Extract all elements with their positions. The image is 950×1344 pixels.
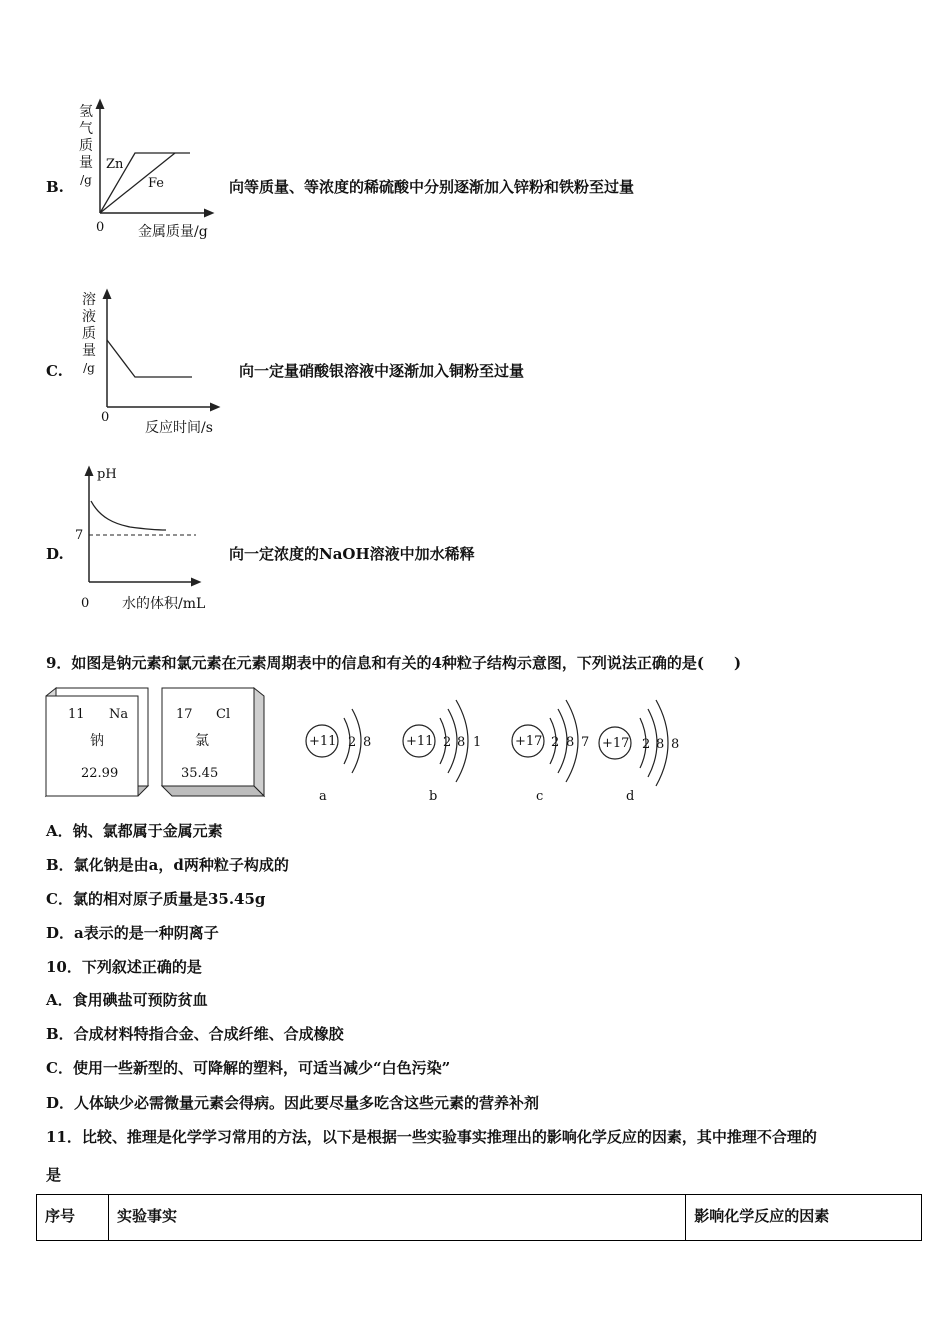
card-cl-name: 氯 <box>195 733 209 749</box>
q11-stem-line2: 是 <box>46 1166 62 1184</box>
particle-a-shell-1: 2 <box>348 735 357 750</box>
option-d-letter: D. <box>46 545 64 563</box>
chart-b-y-label: 氢 气 质 量 /g <box>79 104 93 187</box>
particle-c-nucleus: +17 <box>515 734 543 749</box>
q9-option-b: B．氯化钠是由a，d两种粒子构成的 <box>46 856 289 874</box>
option-b-text: 向等质量、等浓度的稀硫酸中分别逐渐加入锌粉和铁粉至过量 <box>229 178 635 196</box>
particle-c-label: c <box>536 789 544 804</box>
particle-c-shell-2: 8 <box>566 735 575 750</box>
q10-option-b: B．合成材料特指合金、合成纤维、合成橡胶 <box>46 1025 344 1043</box>
chart-d-y-label: pH <box>97 467 117 482</box>
q10-option-c: C．使用一些新型的、可降解的塑料，可适当减少“白色污染” <box>46 1059 451 1077</box>
card-cl-number: 17 <box>176 707 193 722</box>
chart-d-x-label: 水的体积/mL <box>122 596 206 612</box>
chart-c-x-label: 反应时间/s <box>145 420 213 436</box>
particle-a-label: a <box>319 789 327 804</box>
chart-b-zn-label: Zn <box>106 157 124 172</box>
particle-d-label: d <box>626 789 635 804</box>
chart-b-x-label: 金属质量/g <box>138 224 208 240</box>
chart-c-origin: 0 <box>101 410 110 425</box>
particle-c-shell-3: 7 <box>581 735 590 750</box>
card-na-number: 11 <box>68 707 85 722</box>
card-cl-symbol: Cl <box>216 707 231 722</box>
card-na-mass: 22.99 <box>81 766 119 781</box>
q9-option-d: D．a表示的是一种阴离子 <box>46 924 219 942</box>
particle-c-shell-1: 2 <box>551 735 560 750</box>
particle-b-shell-2: 8 <box>457 735 466 750</box>
card-na-name: 钠 <box>90 733 104 749</box>
particle-d-shell-3: 8 <box>671 737 680 752</box>
q11-table <box>36 1194 922 1241</box>
table-header-row <box>37 1195 922 1241</box>
option-c-letter: C. <box>46 362 63 380</box>
q11-stem-line1: 11．比较、推理是化学学习常用的方法，以下是根据一些实验事实推理出的影响化学反应的因素，其中推理不合理的 <box>46 1128 817 1146</box>
particle-b-label: b <box>429 789 438 804</box>
q10-stem: 10．下列叙述正确的是 <box>46 958 202 976</box>
chart-c-y-label: 溶 液 质 量 /g <box>82 292 96 375</box>
particle-d-shell-1: 2 <box>642 737 651 752</box>
particle-a-nucleus: +11 <box>309 734 337 749</box>
chart-d-origin: 0 <box>81 596 90 611</box>
particle-b-shell-1: 2 <box>443 735 452 750</box>
table-header-cell: 实验事实 <box>108 1195 685 1241</box>
option-d-text: 向一定浓度的NaOH溶液中加水稀释 <box>229 545 475 563</box>
particle-d-nucleus: +17 <box>602 736 630 751</box>
particle-b-nucleus: +11 <box>406 734 434 749</box>
table-header-cell: 影响化学反应的因素 <box>686 1195 922 1241</box>
particle-d-shell-2: 8 <box>656 737 665 752</box>
option-b-letter: B. <box>46 178 64 196</box>
chart-d-y-tick: 7 <box>75 528 84 543</box>
chart-b-fe-label: Fe <box>148 176 165 191</box>
particle-diagrams <box>0 690 950 810</box>
q10-option-a: A．食用碘盐可预防贫血 <box>46 991 208 1009</box>
q10-option-d: D．人体缺少必需微量元素会得病。因此要尽量多吃含这些元素的营养补剂 <box>46 1094 540 1112</box>
chart-d-axes <box>0 0 950 600</box>
q9-option-a: A．钠、氯都属于金属元素 <box>46 822 223 840</box>
table-header-cell: 序号 <box>37 1195 109 1241</box>
ph-curve <box>91 501 166 530</box>
particle-b-shell-3: 1 <box>473 735 482 750</box>
card-cl-mass: 35.45 <box>181 766 219 781</box>
card-na-symbol: Na <box>109 707 129 722</box>
q9-stem: 9．如图是钠元素和氯元素在元素周期表中的信息和有关的4种粒子结构示意图，下列说法正确的是( ) <box>46 654 742 672</box>
q9-option-c: C．氯的相对原子质量是35.45g <box>46 890 266 908</box>
option-c-text: 向一定量硝酸银溶液中逐渐加入铜粉至过量 <box>239 362 525 380</box>
chart-b-origin: 0 <box>96 220 105 235</box>
particle-a-shell-2: 8 <box>363 735 372 750</box>
